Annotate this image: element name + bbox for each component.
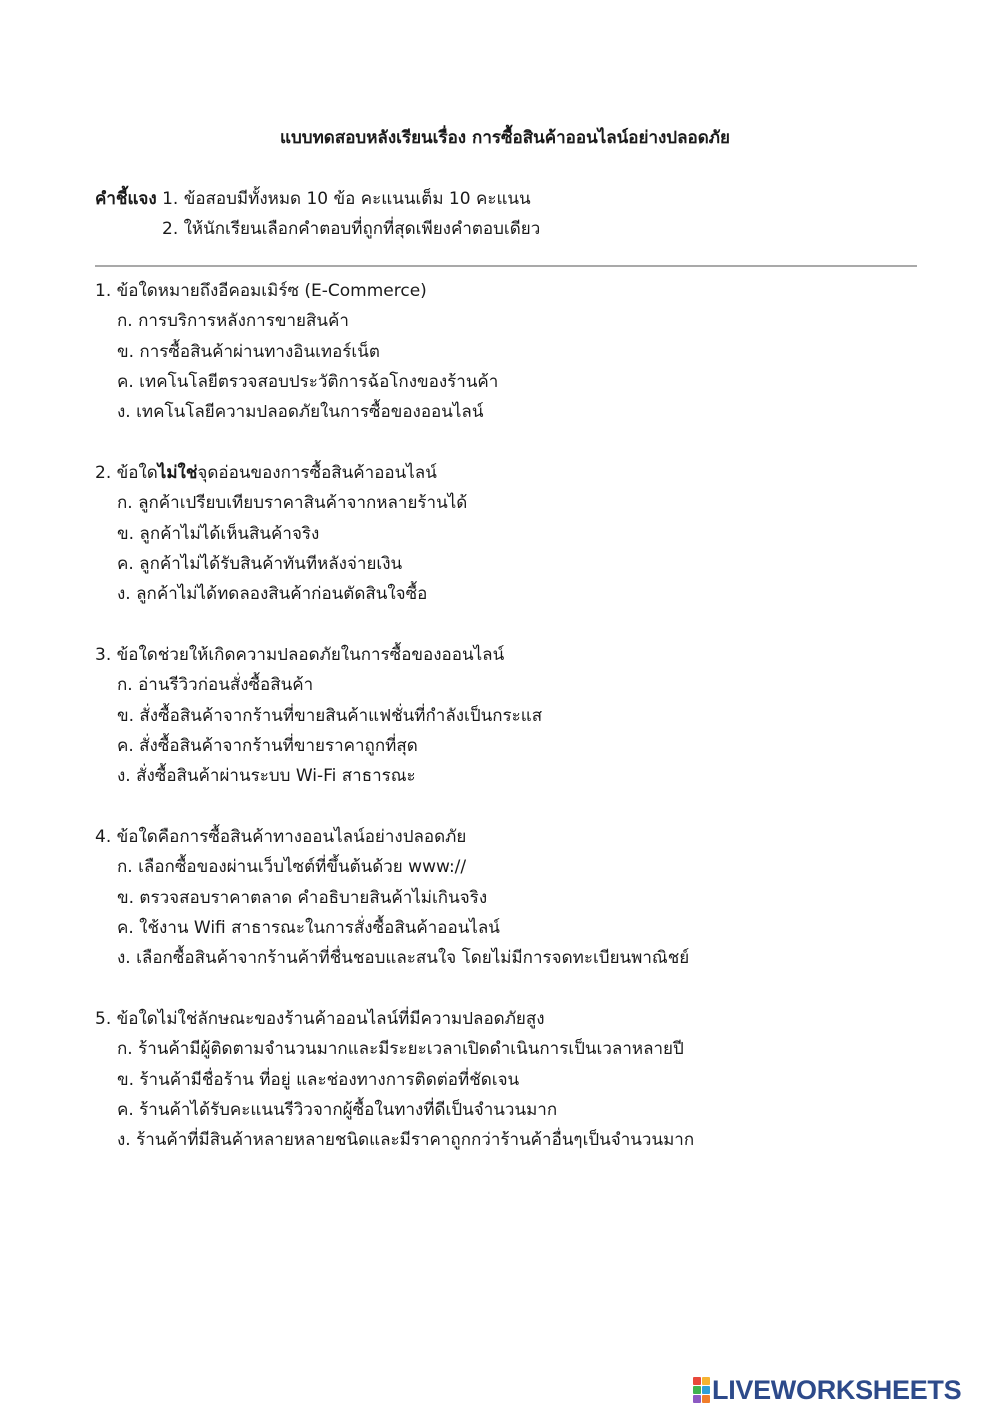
question-text: 1. ข้อใดหมายถึงอีคอมเมิร์ซ (E-Commerce) — [95, 281, 427, 301]
choice-option[interactable]: ข. ตรวจสอบราคาตลาด คำอธิบายสินค้าไม่เกินจริง — [117, 887, 488, 908]
question-stem — [95, 640, 925, 670]
logo-tile — [702, 1377, 710, 1385]
question-text: 4. ข้อใดคือการซื้อสินค้าทางออนไลน์อย่างปลอดภัย — [95, 826, 467, 847]
choice-option[interactable]: ค. ลูกค้าไม่ได้รับสินค้าทันทีหลังจ่ายเงิน — [117, 553, 403, 574]
question-text: 5. ข้อใดไม่ใช่ลักษณะของร้านค้าออนไลน์ที่มีความปลอดภัยสูง — [95, 1008, 545, 1029]
choice-option[interactable]: ง. ร้านค้าที่มีสินค้าหลายหลายชนิดและมีราคาถูกกว่าร้านค้าอื่นๆเป็นจำนวนมาก — [117, 1130, 695, 1151]
liveworksheets-logo[interactable] — [693, 1374, 961, 1406]
question-stem — [95, 276, 925, 306]
question-text: 3. ข้อใดช่วยให้เกิดความปลอดภัยในการซื้อของออนไลน์ — [95, 644, 505, 665]
question-stem — [95, 1004, 925, 1034]
choice-option[interactable]: ค. ใช้งาน Wifi สาธารณะในการสั่งซื้อสินค้าออนไลน์ — [117, 917, 500, 938]
choice-option[interactable]: ข. สั่งซื้อสินค้าจากร้านที่ขายสินค้าแฟชั่นที่กำลังเป็นกระแส — [117, 705, 543, 726]
instructions-line-2: 2. ให้นักเรียนเลือกคำตอบที่ถูกที่สุดเพียงคำตอบเดียว — [162, 219, 541, 239]
choice-option[interactable]: ก. ลูกค้าเปรียบเทียบราคาสินค้าจากหลายร้านได้ — [117, 493, 468, 514]
question-1 — [95, 276, 925, 427]
question-text: 2. ข้อใด — [95, 462, 158, 483]
choice-option[interactable]: ก. เลือกซื้อของผ่านเว็บไซต์ที่ขึ้นต้นด้วย www:// — [117, 857, 467, 878]
question-2 — [95, 458, 925, 609]
choice-option[interactable]: ค. เทคโนโลยีตรวจสอบประวัติการฉ้อโกงของร้านค้า — [117, 371, 499, 392]
question-4 — [95, 822, 925, 973]
choice-option[interactable]: ค. สั่งซื้อสินค้าจากร้านที่ขายราคาถูกที่สุด — [117, 735, 418, 756]
instructions-line-1 — [95, 184, 915, 214]
instructions-label: คำชี้แจง — [95, 189, 157, 209]
choice-option[interactable]: ง. ลูกค้าไม่ได้ทดลองสินค้าก่อนตัดสินใจซื้อ — [117, 584, 428, 605]
choice-option[interactable]: ง. เทคโนโลยีความปลอดภัยในการซื้อของออนไลน์ — [117, 402, 484, 423]
liveworksheets-logo-icon — [693, 1377, 709, 1403]
logo-tile — [693, 1386, 701, 1394]
question-5 — [95, 1004, 925, 1155]
question-emphasis: ไม่ใช่ — [157, 462, 198, 483]
section-divider — [95, 265, 917, 267]
logo-tile — [702, 1386, 710, 1394]
choice-option[interactable]: ง. สั่งซื้อสินค้าผ่านระบบ Wi-Fi สาธารณะ — [117, 766, 416, 787]
instructions-text-1: 1. ข้อสอบมีทั้งหมด 10 ข้อ คะแนนเต็ม 10 คะแนน — [156, 189, 531, 209]
question-stem — [95, 458, 925, 488]
choice-option[interactable]: ข. การซื้อสินค้าผ่านทางอินเทอร์เน็ต — [117, 341, 380, 362]
question-stem — [95, 822, 925, 852]
question-3 — [95, 640, 925, 791]
logo-text: LIVEWORKSHEETS — [712, 1374, 962, 1405]
logo-tile — [702, 1395, 710, 1403]
choice-option[interactable]: ก. การบริการหลังการขายสินค้า — [117, 311, 349, 332]
choice-option[interactable]: ง. เลือกซื้อสินค้าจากร้านค้าที่ชื่นชอบและสนใจ โดยไม่มีการจดทะเบียนพาณิชย์ — [117, 948, 690, 969]
choice-option[interactable]: ข. ลูกค้าไม่ได้เห็นสินค้าจริง — [117, 523, 320, 544]
logo-tile — [693, 1377, 701, 1385]
choice-option[interactable]: ข. ร้านค้ามีชื่อร้าน ที่อยู่ และช่องทางการติดต่อที่ชัดเจน — [117, 1069, 520, 1090]
choice-option[interactable]: ก. อ่านรีวิวก่อนสั่งซื้อสินค้า — [117, 675, 314, 696]
choice-option[interactable]: ก. ร้านค้ามีผู้ติดตามจำนวนมากและมีระยะเวลาเปิดดำเนินการเป็นเวลาหลายปี — [117, 1039, 684, 1060]
question-list — [95, 276, 925, 1186]
worksheet-title: แบบทดสอบหลังเรียนเรื่อง การซื้อสินค้าออนไลน์อย่างปลอดภัย — [280, 128, 730, 148]
question-text-suffix: จุดอ่อนของการซื้อสินค้าออนไลน์ — [197, 462, 437, 483]
instructions — [95, 184, 915, 244]
logo-tile — [693, 1395, 701, 1403]
choice-option[interactable]: ค. ร้านค้าได้รับคะแนนรีวิวจากผู้ซื้อในทางที่ดีเป็นจำนวนมาก — [117, 1099, 558, 1120]
